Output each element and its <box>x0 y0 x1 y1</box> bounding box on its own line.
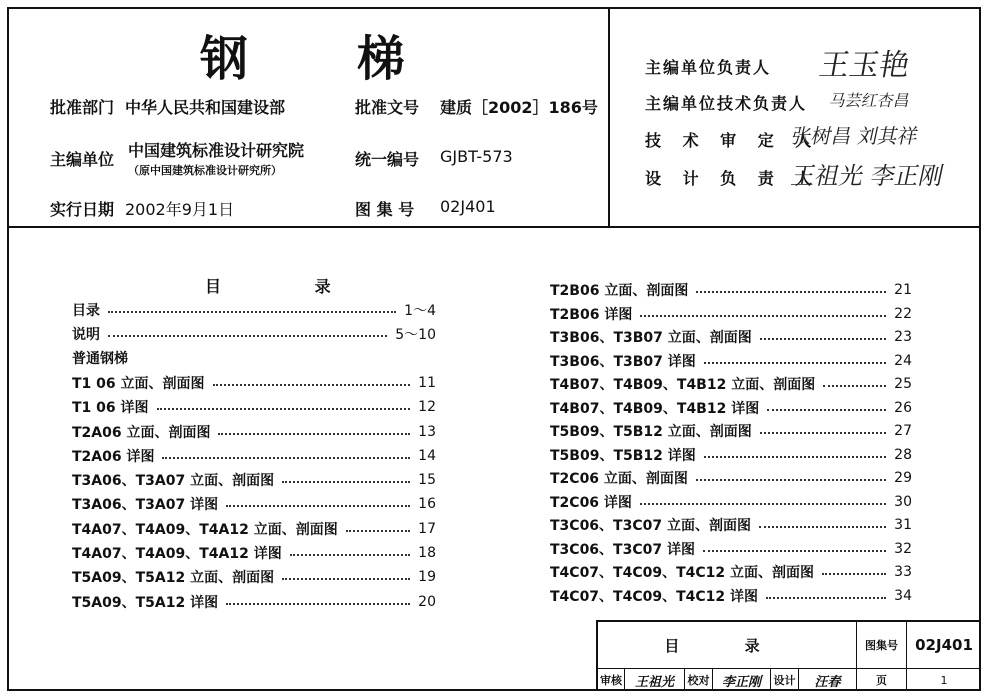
toc-entry-page: 25 <box>894 376 912 392</box>
toc-entry-page: 30 <box>894 493 912 510</box>
toc-entry-page: 19 <box>418 569 436 586</box>
toc-entry-page: 11 <box>418 374 436 391</box>
toc-entry-page: 29 <box>894 470 912 486</box>
toc-entry[interactable] <box>550 445 912 465</box>
toc-entry[interactable] <box>550 515 912 535</box>
toc-entry[interactable] <box>72 373 436 393</box>
toc-leader-dots <box>108 311 396 313</box>
toc-entry-page: 1～4 <box>404 303 436 319</box>
title-block-design-signature: 汪春 <box>814 674 841 690</box>
toc-leader-dots <box>696 291 886 293</box>
toc-leader-dots <box>704 362 886 364</box>
toc-entry-label: T2A06 立面、剖面图 <box>72 424 211 441</box>
toc-entry-page: 34 <box>894 587 912 604</box>
toc-leader-dots <box>703 550 886 552</box>
toc-leader-dots <box>157 408 411 410</box>
responsible-signature-2: 马芸红杏昌 <box>827 91 912 110</box>
atlas-no-label: 图 集 号 <box>355 200 415 219</box>
approval-dept-label: 批准部门 <box>50 98 115 117</box>
toc-entry[interactable] <box>72 519 436 539</box>
toc-entry[interactable] <box>72 567 436 587</box>
toc-entry-page: 33 <box>894 564 912 580</box>
toc-entry-page: 31 <box>894 517 912 533</box>
toc-entry-label: T5A09、T5A12 详图 <box>72 594 219 611</box>
approval-dept-value: 中华人民共和国建设部 <box>125 98 286 117</box>
toc-title: 目 录 <box>205 277 375 296</box>
toc-leader-dots <box>162 457 410 459</box>
responsible-role-1: 主编单位负责人 <box>645 58 772 77</box>
toc-entry-page: 21 <box>894 282 912 298</box>
toc-leader-dots <box>760 432 886 434</box>
toc-entry[interactable] <box>72 422 436 442</box>
toc-entry-page: 15 <box>418 472 436 489</box>
title-block-check-label: 校对 <box>687 674 710 687</box>
toc-section-heading: 普通钢梯 <box>72 351 128 367</box>
toc-entry-label: T5B09、T5B12 立面、剖面图 <box>550 424 752 440</box>
toc-entry-label: T2C06 立面、剖面图 <box>550 471 688 487</box>
toc-entry-page: 27 <box>894 423 912 439</box>
toc-entry-page: 14 <box>418 447 436 464</box>
toc-leader-dots <box>282 481 410 483</box>
toc-entry[interactable] <box>72 543 436 563</box>
toc-entry-label: 目录 <box>72 303 100 319</box>
toc-leader-dots <box>704 456 886 458</box>
toc-entry-page: 22 <box>894 305 912 322</box>
toc-entry-page: 5～10 <box>395 327 436 344</box>
toc-leader-dots <box>696 479 886 481</box>
unified-no-value: GJBT-573 <box>440 147 513 166</box>
toc-leader-dots <box>346 530 410 532</box>
toc-entry-label: T3A06、T3A07 详图 <box>72 497 219 514</box>
document-title: 钢 梯 <box>200 31 451 87</box>
responsible-signature-1: 王玉艳 <box>816 48 913 83</box>
title-block-page-label: 页 <box>876 674 887 687</box>
header-divider <box>7 226 981 228</box>
approval-doc-label: 批准文号 <box>355 98 420 117</box>
toc-entry-label: T4A07、T4A09、T4A12 详图 <box>72 546 282 562</box>
toc-entry-page: 16 <box>418 496 436 513</box>
toc-leader-dots <box>218 433 410 435</box>
editor-unit-sub: （原中国建筑标准设计研究所） <box>128 164 282 177</box>
toc-entry-label: T3C06、T3C07 立面、剖面图 <box>550 518 751 534</box>
title-block-review-signature: 王祖光 <box>634 674 674 690</box>
toc-entry-page: 24 <box>894 352 912 369</box>
toc-entry[interactable] <box>550 586 912 606</box>
toc-entry-label: T3A06、T3A07 立面、剖面图 <box>72 473 275 490</box>
toc-leader-dots <box>759 526 886 528</box>
toc-entry-page: 17 <box>418 520 436 537</box>
toc-entry-label: T4C07、T4C09、T4C12 详图 <box>550 588 759 605</box>
toc-entry-page: 26 <box>894 399 912 416</box>
responsible-signature-3: 张树昌 刘其祥 <box>789 124 921 148</box>
toc-entry-page: 20 <box>418 593 436 610</box>
toc-entry-page: 13 <box>418 423 436 440</box>
toc-entry-label: T2B06 立面、剖面图 <box>550 283 689 299</box>
toc-entry[interactable] <box>72 300 436 320</box>
toc-leader-dots <box>760 338 886 340</box>
toc-leader-dots <box>767 409 886 411</box>
toc-leader-dots <box>226 603 410 605</box>
toc-leader-dots <box>640 503 886 505</box>
toc-entry-label: T3B06、T3B07 详图 <box>550 353 696 370</box>
toc-entry-label: T4B07、T4B09、T4B12 详图 <box>550 400 760 417</box>
unified-no-label: 统一编号 <box>355 150 420 169</box>
toc-entry-label: T2B06 详图 <box>550 306 633 323</box>
toc-leader-dots <box>766 597 886 599</box>
toc-entry[interactable] <box>550 562 912 582</box>
approval-doc-value: 建质［2002］186号 <box>440 98 598 117</box>
editor-unit-value: 中国建筑标准设计研究院 <box>128 141 305 160</box>
toc-leader-dots <box>822 573 886 575</box>
toc-entry-label: T4C07、T4C09、T4C12 立面、剖面图 <box>550 565 815 581</box>
responsible-role-2: 主编单位技术负责人 <box>645 94 808 113</box>
editor-unit-label: 主编单位 <box>50 150 115 169</box>
toc-entry[interactable] <box>550 398 912 418</box>
title-block-design-label: 设计 <box>773 674 796 687</box>
toc-entry-page: 28 <box>894 446 912 463</box>
toc-entry[interactable] <box>550 468 912 488</box>
effective-date-label: 实行日期 <box>50 200 115 219</box>
title-block-atlas-label: 图集号 <box>865 639 898 652</box>
toc-entry[interactable] <box>72 324 436 344</box>
atlas-no-value: 02J401 <box>440 197 496 216</box>
toc-entry-label: T2A06 详图 <box>72 448 155 465</box>
toc-entry-label: T2C06 详图 <box>550 494 632 511</box>
responsible-signature-4: 王祖光 李正刚 <box>788 162 947 190</box>
toc-entry-label: T4B07、T4B09、T4B12 立面、剖面图 <box>550 377 816 393</box>
toc-entry[interactable] <box>72 397 436 417</box>
toc-entry[interactable] <box>72 592 436 612</box>
responsible-role-4: 设 计 负 责 人 <box>645 169 820 188</box>
toc-leader-dots <box>213 384 411 386</box>
effective-date-value: 2002年9月1日 <box>125 200 235 219</box>
toc-entry-page: 12 <box>418 399 436 416</box>
toc-entry[interactable] <box>550 280 912 300</box>
toc-entry-label: T1 06 立面、剖面图 <box>72 375 205 392</box>
toc-entry[interactable] <box>550 492 912 512</box>
toc-leader-dots <box>226 505 410 507</box>
toc-entry[interactable] <box>550 374 912 394</box>
toc-leader-dots <box>823 385 886 387</box>
toc-entry-label: T4A07、T4A09、T4A12 立面、剖面图 <box>72 521 338 538</box>
toc-leader-dots <box>290 554 410 556</box>
toc-entry[interactable] <box>72 470 436 490</box>
title-block-page-value: 1 <box>940 673 948 687</box>
toc-entry-label: T1 06 详图 <box>72 400 149 417</box>
toc-entry[interactable] <box>550 421 912 441</box>
responsible-role-3: 技 术 审 定 人 <box>645 131 820 150</box>
header-split-line <box>608 7 610 227</box>
toc-entry[interactable] <box>550 539 912 559</box>
toc-entry-label: T3B06、T3B07 立面、剖面图 <box>550 330 752 346</box>
toc-entry[interactable] <box>550 351 912 371</box>
toc-entry-label: T3C06、T3C07 详图 <box>550 541 695 558</box>
toc-entry[interactable] <box>550 327 912 347</box>
toc-leader-dots <box>282 578 410 580</box>
title-block-review-label: 审核 <box>600 674 622 687</box>
toc-entry-page: 32 <box>894 540 912 557</box>
toc-entry-label: 说明 <box>72 327 100 344</box>
toc-entry[interactable] <box>72 446 436 466</box>
toc-leader-dots <box>108 335 387 337</box>
toc-leader-dots <box>640 315 886 317</box>
toc-entry-label: T5A09、T5A12 立面、剖面图 <box>72 570 275 587</box>
toc-entry[interactable] <box>72 494 436 514</box>
title-block-check-signature: 李正刚 <box>721 674 761 690</box>
title-block-atlas-value: 02J401 <box>915 636 973 654</box>
title-block-name: 目 录 <box>664 636 790 655</box>
toc-entry-page: 23 <box>894 329 912 345</box>
toc-entry-page: 18 <box>418 545 436 561</box>
toc-entry[interactable] <box>550 304 912 324</box>
toc-entry-label: T5B09、T5B12 详图 <box>550 447 696 464</box>
